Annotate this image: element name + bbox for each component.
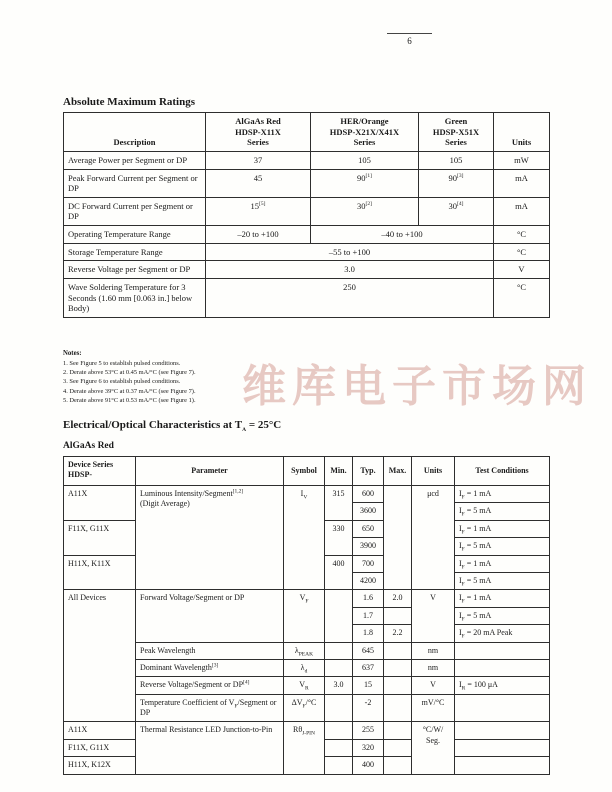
column-header-units: Units bbox=[494, 113, 550, 152]
table-cell: Storage Temperature Range bbox=[64, 243, 206, 261]
test-conditions-cell: $I_F = 1$ mA bbox=[455, 590, 550, 607]
test-conditions-cell bbox=[455, 757, 550, 774]
column-header-parameter: Parameter bbox=[136, 457, 284, 486]
device-cell: A11X bbox=[64, 722, 136, 739]
min-cell bbox=[325, 739, 353, 756]
table-cell: 250 bbox=[206, 278, 494, 317]
notes-block bbox=[63, 349, 393, 405]
note-item: 5. Derate above 91°C at 0.53 mA/°C (see Figure 1). bbox=[63, 396, 196, 404]
min-cell: 400 bbox=[325, 555, 353, 590]
table-row bbox=[64, 151, 550, 169]
min-cell: 315 bbox=[325, 486, 353, 521]
typ-cell: 600 bbox=[353, 486, 384, 503]
table-row bbox=[64, 722, 550, 739]
table-row bbox=[64, 590, 550, 607]
max-cell bbox=[384, 739, 412, 756]
note-item: 3. See Figure 6 to establish pulsed conditions. bbox=[63, 378, 181, 386]
min-cell bbox=[325, 757, 353, 774]
typ-cell: 1.6 bbox=[353, 590, 384, 607]
max-cell: 2.2 bbox=[384, 625, 412, 642]
device-cell: All Devices bbox=[64, 590, 136, 722]
watermark: 维库电子市场网 bbox=[242, 362, 592, 411]
table-cell: 105 bbox=[311, 151, 419, 169]
table-cell: –40 to +100 bbox=[311, 226, 494, 244]
test-conditions-cell: $I_F = 5$ mA bbox=[455, 572, 550, 589]
typ-cell: 637 bbox=[353, 659, 384, 676]
device-cell: F11X, G11X bbox=[64, 520, 136, 555]
typ-cell: -2 bbox=[353, 694, 384, 722]
table-cell: 30[4] bbox=[419, 197, 494, 225]
electrical-optical-table bbox=[63, 456, 550, 775]
table-cell: °C bbox=[494, 278, 550, 317]
symbol-cell: $\lambda_d$ bbox=[284, 659, 325, 676]
max-cell bbox=[384, 659, 412, 676]
table-cell: Wave Soldering Temperature for 3 Seconds (1.60 mm [0.063 in.] below Body) bbox=[64, 278, 206, 317]
max-cell bbox=[384, 722, 412, 739]
table-row bbox=[64, 278, 550, 317]
column-header-typ: Typ. bbox=[353, 457, 384, 486]
parameter-cell: Dominant Wavelength[3] bbox=[136, 659, 284, 676]
max-cell bbox=[384, 607, 412, 624]
table-cell: 45 bbox=[206, 169, 311, 197]
min-cell bbox=[325, 694, 353, 722]
table-row bbox=[64, 169, 550, 197]
test-conditions-cell: $I_F = 1$ mA bbox=[455, 555, 550, 572]
max-cell bbox=[384, 694, 412, 722]
max-cell bbox=[384, 486, 412, 590]
parameter-cell: Luminous Intensity/Segment[1,2] (Digit Average) bbox=[136, 486, 284, 590]
units-cell: nm bbox=[412, 659, 455, 676]
max-cell bbox=[384, 677, 412, 694]
column-header-max: Max. bbox=[384, 457, 412, 486]
typ-cell: 320 bbox=[353, 739, 384, 756]
page-number: 6 bbox=[407, 36, 412, 46]
absolute-maximum-ratings-title: Absolute Maximum Ratings bbox=[63, 96, 196, 108]
units-cell: V bbox=[412, 590, 455, 642]
column-header-device-series: Device Series HDSP- bbox=[64, 457, 136, 486]
typ-cell: 3600 bbox=[353, 503, 384, 520]
table-cell: 90[1] bbox=[311, 169, 419, 197]
parameter-cell: Forward Voltage/Segment or DP bbox=[136, 590, 284, 642]
electrical-optical-title: Electrical/Optical Characteristics at $T_A = 25^\circ C$ bbox=[63, 419, 282, 434]
device-cell: H11X, K12X bbox=[64, 757, 136, 774]
test-conditions-cell: $I_F = 1$ mA bbox=[455, 520, 550, 537]
symbol-cell: $V_R$ bbox=[284, 677, 325, 694]
test-conditions-cell bbox=[455, 694, 550, 722]
test-conditions-cell bbox=[455, 642, 550, 659]
note-item: 1. See Figure 5 to establish pulsed conditions. bbox=[63, 359, 181, 367]
max-cell bbox=[384, 642, 412, 659]
table-row bbox=[64, 659, 550, 676]
min-cell bbox=[325, 659, 353, 676]
algaas-red-subtitle: AlGaAs Red bbox=[63, 441, 114, 451]
min-cell bbox=[325, 722, 353, 739]
page-number-rule bbox=[387, 33, 432, 34]
table-header-row bbox=[64, 113, 550, 152]
typ-cell: 1.8 bbox=[353, 625, 384, 642]
table-row bbox=[64, 642, 550, 659]
table-cell: V bbox=[494, 261, 550, 279]
typ-cell: 645 bbox=[353, 642, 384, 659]
table-cell: –20 to +100 bbox=[206, 226, 311, 244]
device-cell: A11X bbox=[64, 486, 136, 521]
absolute-maximum-ratings-table bbox=[63, 112, 550, 318]
symbol-cell: $V_F$ bbox=[284, 590, 325, 642]
symbol-cell: $I_V$ bbox=[284, 486, 325, 590]
typ-cell: 400 bbox=[353, 757, 384, 774]
test-conditions-cell: $I_F = 1$ mA bbox=[455, 486, 550, 503]
column-header-symbol: Symbol bbox=[284, 457, 325, 486]
typ-cell: 4200 bbox=[353, 572, 384, 589]
typ-cell: 255 bbox=[353, 722, 384, 739]
test-conditions-cell: $I_F = 5$ mA bbox=[455, 503, 550, 520]
table-cell: mA bbox=[494, 197, 550, 225]
test-conditions-cell bbox=[455, 722, 550, 739]
column-header-description: Description bbox=[64, 113, 206, 152]
notes-label: Notes: bbox=[63, 350, 82, 357]
table-cell: 30[2] bbox=[311, 197, 419, 225]
min-cell: 3.0 bbox=[325, 677, 353, 694]
min-cell bbox=[325, 590, 353, 642]
table-cell: 105 bbox=[419, 151, 494, 169]
table-row bbox=[64, 226, 550, 244]
column-header-green: Green HDSP-X51X Series bbox=[419, 113, 494, 152]
table-cell: mW bbox=[494, 151, 550, 169]
table-cell: 15[5] bbox=[206, 197, 311, 225]
test-conditions-cell: $I_F = 5$ mA bbox=[455, 538, 550, 555]
units-cell: nm bbox=[412, 642, 455, 659]
units-cell: μcd bbox=[412, 486, 455, 590]
column-header-test-conditions: Test Conditions bbox=[455, 457, 550, 486]
table-cell: DC Forward Current per Segment or DP bbox=[64, 197, 206, 225]
note-item: 4. Derate above 39°C at 0.37 mA/°C (see Figure 7). bbox=[63, 387, 196, 395]
table-cell: 37 bbox=[206, 151, 311, 169]
test-conditions-cell: $I_R = 100$ μA bbox=[455, 677, 550, 694]
column-header-algaas: AlGaAs Red HDSP-X11X Series bbox=[206, 113, 311, 152]
symbol-cell: $R\theta_{J-PIN}$ bbox=[284, 722, 325, 774]
table-row bbox=[64, 694, 550, 722]
column-header-min: Min. bbox=[325, 457, 353, 486]
parameter-cell: Peak Wavelength bbox=[136, 642, 284, 659]
table-row bbox=[64, 261, 550, 279]
table-cell: 90[3] bbox=[419, 169, 494, 197]
max-cell: 2.0 bbox=[384, 590, 412, 607]
parameter-cell: Temperature Coefficient of $V_F$/Segment or DP bbox=[136, 694, 284, 722]
device-cell: F11X, G11X bbox=[64, 739, 136, 756]
typ-cell: 1.7 bbox=[353, 607, 384, 624]
units-cell: mV/°C bbox=[412, 694, 455, 722]
column-header-her-orange: HER/Orange HDSP-X21X/X41X Series bbox=[311, 113, 419, 152]
symbol-cell: $\Delta V_F/^\circ C$ bbox=[284, 694, 325, 722]
table-cell: Average Power per Segment or DP bbox=[64, 151, 206, 169]
test-conditions-cell: $I_F = 20$ mA Peak bbox=[455, 625, 550, 642]
parameter-cell: Reverse Voltage/Segment or DP[4] bbox=[136, 677, 284, 694]
symbol-cell: $\lambda_{PEAK}$ bbox=[284, 642, 325, 659]
typ-cell: 3900 bbox=[353, 538, 384, 555]
min-cell: 330 bbox=[325, 520, 353, 555]
typ-cell: 15 bbox=[353, 677, 384, 694]
typ-cell: 700 bbox=[353, 555, 384, 572]
table-cell: mA bbox=[494, 169, 550, 197]
table-cell: Peak Forward Current per Segment or DP bbox=[64, 169, 206, 197]
table-row bbox=[64, 197, 550, 225]
typ-cell: 650 bbox=[353, 520, 384, 537]
table-cell: °C bbox=[494, 226, 550, 244]
table-row bbox=[64, 243, 550, 261]
table-row bbox=[64, 486, 550, 503]
test-conditions-cell bbox=[455, 659, 550, 676]
table-cell: Operating Temperature Range bbox=[64, 226, 206, 244]
device-cell: H11X, K11X bbox=[64, 555, 136, 590]
note-item: 2. Derate above 53°C at 0.45 mA/°C (see Figure 7). bbox=[63, 369, 196, 377]
test-conditions-cell bbox=[455, 739, 550, 756]
units-cell: °C/W/ Seg. bbox=[412, 722, 455, 774]
parameter-cell: Thermal Resistance LED Junction-to-Pin bbox=[136, 722, 284, 774]
table-cell: °C bbox=[494, 243, 550, 261]
max-cell bbox=[384, 757, 412, 774]
units-cell: V bbox=[412, 677, 455, 694]
table-cell: –55 to +100 bbox=[206, 243, 494, 261]
table-cell: Reverse Voltage per Segment or DP bbox=[64, 261, 206, 279]
test-conditions-cell: $I_F = 5$ mA bbox=[455, 607, 550, 624]
table-row bbox=[64, 677, 550, 694]
table-cell: 3.0 bbox=[206, 261, 494, 279]
column-header-units: Units bbox=[412, 457, 455, 486]
table-header-row bbox=[64, 457, 550, 486]
min-cell bbox=[325, 642, 353, 659]
